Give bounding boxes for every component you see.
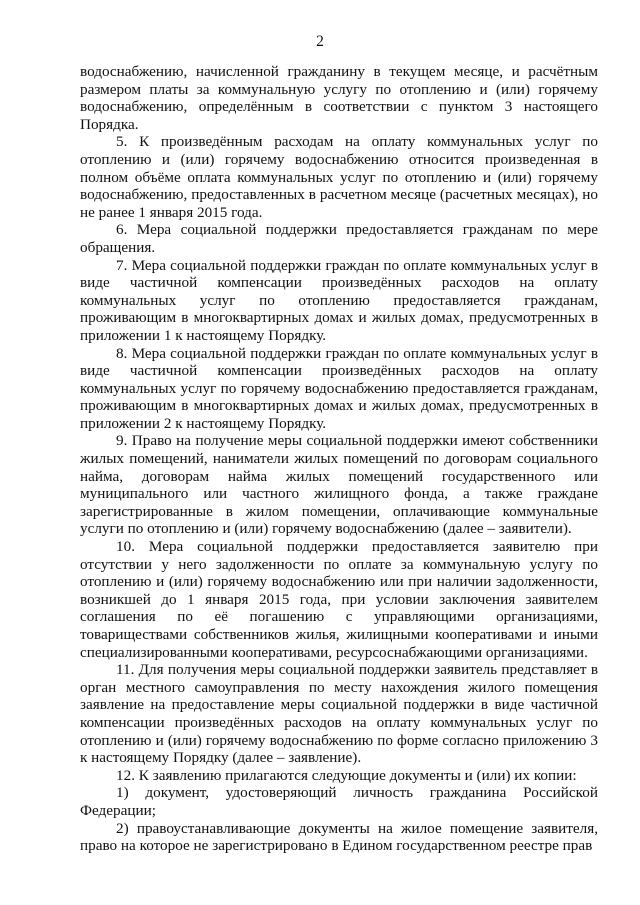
paragraph-9: 9. Право на получение меры социальной поддержки имеют собственники жилых помещений, наниматели жилых помещений по договорам социального найма, договорам найма жилых помещений государственного или муниципального или частного жилищного фонда, а также граждане зарегистрированные в жилом помещении, оплачивающие коммунальные услуги по отоплению и (или) горячему водоснабжению (далее – заявители). — [80, 432, 598, 538]
page-number: 2 — [316, 33, 324, 50]
paragraph-continuation: водоснабжению, начисленной гражданину в текущем месяце, и расчётным размером платы за коммунальную услугу по отоплению и (или) горячему водоснабжению, определённым в соответствии с пунктом 3 настоящего Порядка. — [80, 63, 598, 133]
paragraph-6: 6. Мера социальной поддержки предоставляется гражданам по мере обращения. — [80, 221, 598, 256]
paragraph-5: 5. К произведённым расходам на оплату коммунальных услуг по отоплению и (или) горячему водоснабжению относится произведенная в полном объёме оплата коммунальных услуг по отоплению и (или) горячему водоснабжению, предоставленных в расчетном месяце (расчетных месяцах), но не ранее 1 января 2015 года. — [80, 133, 598, 221]
document-body — [80, 63, 598, 855]
paragraph-12: 12. К заявлению прилагаются следующие документы и (или) их копии: — [116, 766, 577, 784]
paragraph-7: 7. Мера социальной поддержки граждан по оплате коммунальных услуг в виде частичной компенсации произведённых расходов на оплату коммунальных услуг по отоплению предоставляется гражданам, проживающим в многоквартирных домах и жилых домах, предусмотренных в приложении 1 к настоящему Порядку. — [80, 256, 598, 344]
list-item-2: 2) правоустанавливающие документы на жилое помещение заявителя, право на которое не зарегистрировано в Едином государственном реестре прав — [80, 819, 598, 855]
paragraph-11: 11. Для получения меры социальной поддержки заявитель представляет в орган местного самоуправления по месту нахождения жилого помещения заявление на предоставление меры социальной поддержки в виде частичной компенсации произведённых расходов на оплату коммунальных услуг по отоплению и (или) горячему водоснабжению по форме согласно приложению 3 к настоящему Порядку (далее – заявление). — [80, 661, 598, 767]
paragraph-8: 8. Мера социальной поддержки граждан по оплате коммунальных услуг в виде частичной компенсации произведённых расходов на оплату коммунальных услуг по горячему водоснабжению предоставляется гражданам, проживающим в многоквартирных домах и жилых домах, предусмотренных в приложении 2 к настоящему Порядку. — [80, 344, 598, 432]
paragraph-10: 10. Мера социальной поддержки предоставляется заявителю при отсутствии у него задолженности по оплате за коммунальную услугу по отоплению и (или) горячему водоснабжению или при наличии задолженности, возникшей до 1 января 2015 года, при условии заключения заявителем соглашения по её погашению с управляющими организациями, товариществами собственников жилья, жилищными кооперативами и иными специализированными кооперативами, ресурсоснабжающими организациями. — [80, 538, 598, 661]
list-item-1: 1) документ, удостоверяющий личность гражданина Российской Федерации; — [80, 784, 598, 819]
